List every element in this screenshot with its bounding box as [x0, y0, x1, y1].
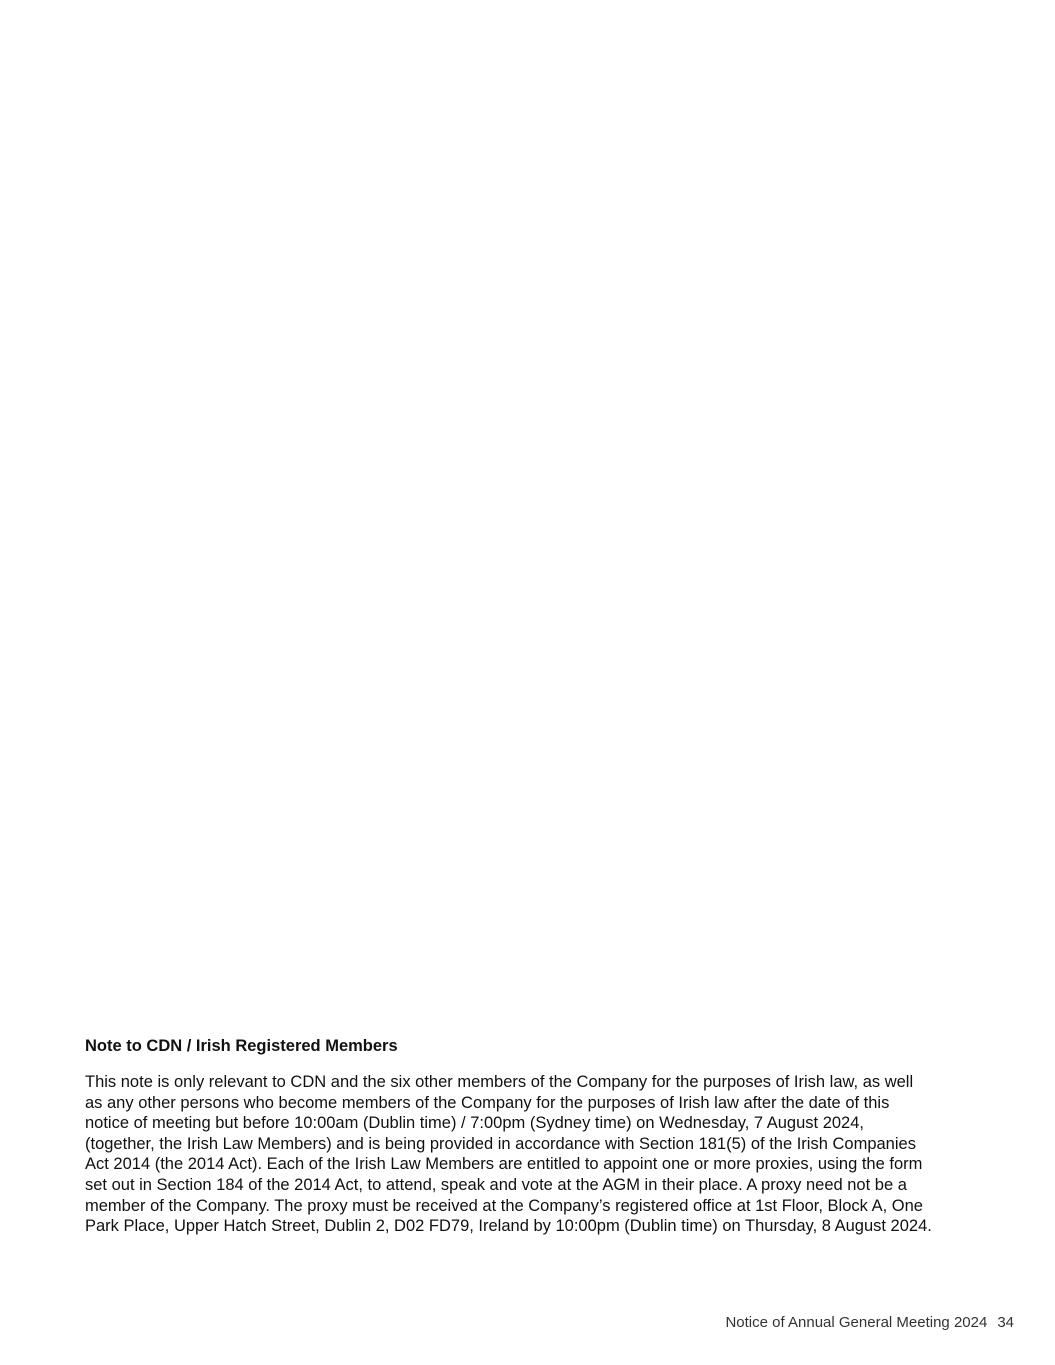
footer-document-title: Notice of Annual General Meeting 2024 — [725, 1314, 988, 1331]
note-section — [85, 1036, 935, 1237]
footer-page-number: 34 — [997, 1314, 1014, 1331]
note-heading: Note to CDN / Irish Registered Members — [85, 1037, 398, 1055]
page-footer — [725, 1314, 1014, 1332]
note-body: This note is only relevant to CDN and the six other members of the Company for the purposes of Irish law, as well as any other persons who become members of the Company for the purposes of Irish law after the date of this notice of meeting but before 10:00am (Dublin time) / 7:00pm (Sydney time) on Wednesday, 7 August 2024, (together, the Irish Law Members) and is being provided in accordance with Section 181(5) of the Irish Companies Act 2014 (the 2014 Act). Each of the Irish Law Members are entitled to appoint one or more proxies, using the form set out in Section 184 of the 2014 Act, to attend, speak and vote at the AGM in their place. A proxy need not be a member of the Company. The proxy must be received at the Company’s registered office at 1st Floor, Block A, One Park Place, Upper Hatch Street, Dublin 2, D02 FD79, Ireland by 10:00pm (Dublin time) on Thursday, 8 August 2024. — [85, 1073, 932, 1236]
